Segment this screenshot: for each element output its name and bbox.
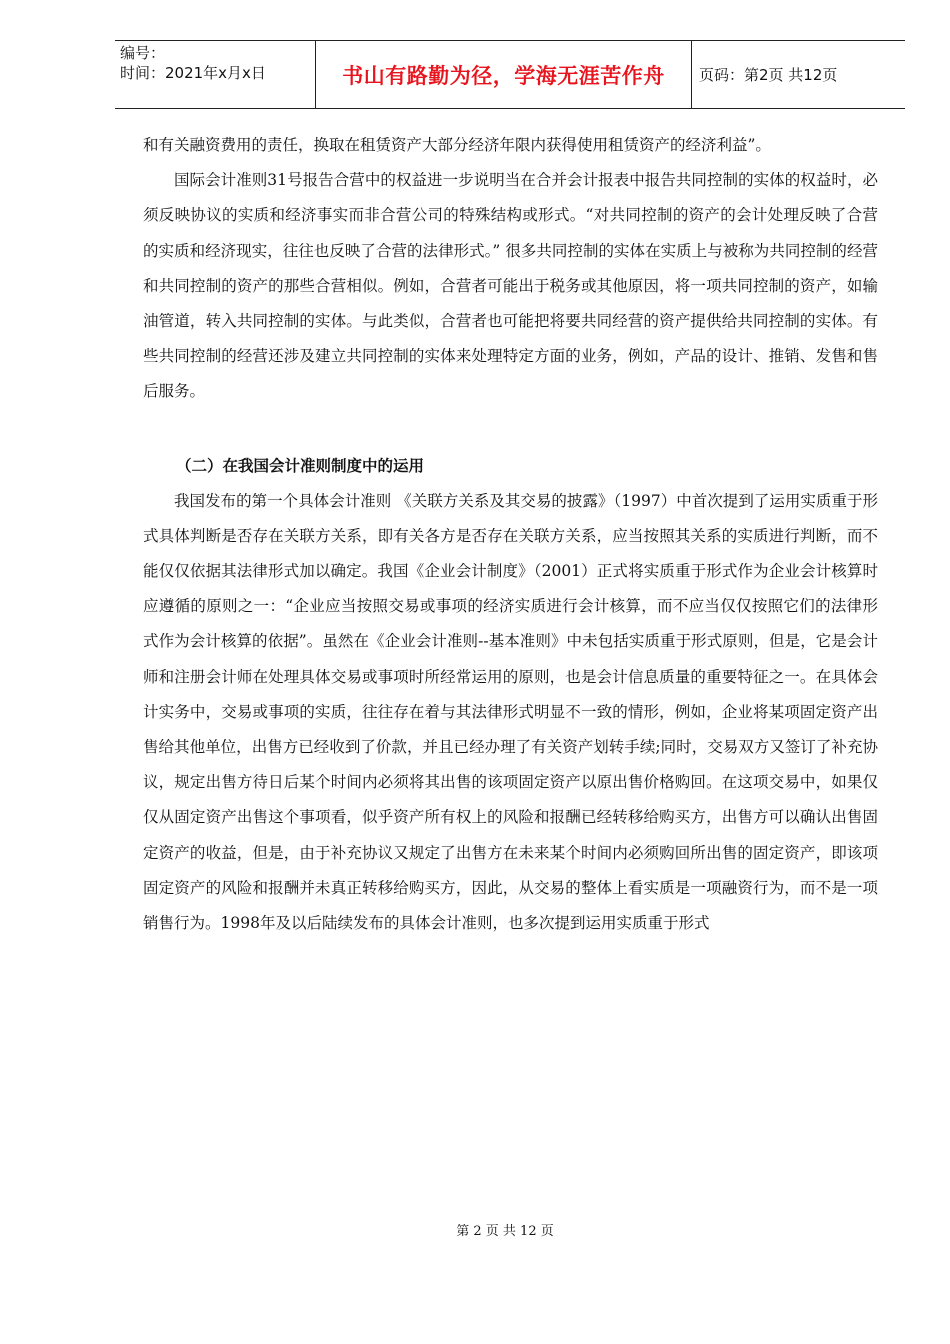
page-header — [115, 40, 905, 109]
page-footer — [0, 1220, 950, 1239]
date-label: 时间：2021年x月x日 — [120, 64, 266, 82]
page-label: 页码：第2页 共12页 — [699, 66, 838, 84]
motto: 书山有路勤为径，学海无涯苦作舟 — [342, 63, 665, 88]
header-motto-cell — [315, 41, 692, 108]
paragraph: 我国发布的第一个具体会计准则 《关联方关系及其交易的披露》（1997）中首次提到了运用实质重于形式具体判断是否存在关联方关系，即有关各方是否存在关联方关系，应当按照其关系的实质进行判断，而不能仅仅依据其法律形式加以确定。我国《企业会计制度》（2001）正式将实质重于形式作为企业会计核算时应遵循的原则之一：“企业应当按照交易或事项的经济实质进行会计核算，而不应当仅仅按照它们的法律形式作为会计核算的依据”。虽然在《企业会计准则--基本准则》中未包括实质重于形式原则，但是，它是会计师和注册会计师在处理具体交易或事项时所经常运用的原则，也是会计信息质量的重要特征之一。在具体会计实务中，交易或事项的实质，往往存在着与其法律形式明显不一致的情形，例如，企业将某项固定资产出售给其他单位，出售方已经收到了价款，并且已经办理了有关资产划转手续;同时，交易双方又签订了补充协议，规定出售方待日后某个时间内必须将其出售的该项固定资产以原出售价格购回。在这项交易中，如果仅仅从固定资产出售这个事项看，似乎资产所有权上的风险和报酬已经转移给购买方，出售方可以确认出售固定资产的收益，但是，由于补充协议又规定了出售方在未来某个时间内必须购回所出售的固定资产，即该项固定资产的风险和报酬并未真正转移给购买方，因此，从交易的整体上看实质是一项融资行为，而不是一项销售行为。1998年及以后陆续发布的具体会计准则，也多次提到运用实质重于形式 — [143, 491, 878, 933]
paragraph: 和有关融资费用的责任，换取在租赁资产大部分经济年限内获得使用租赁资产的经济利益”。 — [143, 136, 771, 154]
section-heading: （二）在我国会计准则制度中的运用 — [176, 456, 425, 475]
document-body — [143, 128, 878, 941]
footer-page-number: 第 2 页 共 12 页 — [456, 1224, 554, 1239]
number-label: 编号： — [120, 44, 166, 62]
paragraph: 国际会计准则31号报告合营中的权益进一步说明当在合并会计报表中报告共同控制的实体的权益时，必须反映协议的实质和经济事实而非合营公司的特殊结构或形式。“对共同控制的资产的会计处理反映了合营的实质和经济现实，往往也反映了合营的法律形式。” 很多共同控制的实体在实质上与被称为共同控制的经营和共同控制的资产的那些合营相似。例如，合营者可能出于税务或其他原因，将一项共同控制的资产，如输油管道，转入共同控制的实体。与此类似，合营者也可能把将要共同经营的资产提供给共同控制的实体。有些共同控制的经营还涉及建立共同控制的实体来处理特定方面的业务，例如，产品的设计、推销、发售和售后服务。 — [143, 171, 878, 401]
header-page-cell — [699, 41, 905, 108]
header-meta — [115, 41, 315, 108]
